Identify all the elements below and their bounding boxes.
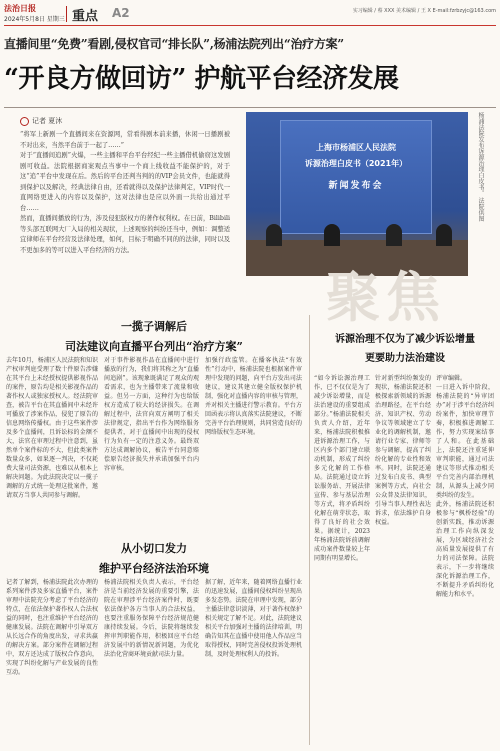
reporter-icon (20, 117, 29, 126)
column-b1: 记者了解到，杨浦法院此次办理的系列案件涉及多家直播平台，案件审理中法院充分考虑了平台经济的特点，在依法保护著作权人合法权益的同时，也注重维护平台经济的健康发展。法院在调解中引导双方从长远合作的角度出发，寻求共赢的解决方案。部分案件在调解过程中，双方还达成了版权合作意向，实现了纠纷化解与产业发展的良性互动。 (6, 579, 98, 676)
masthead-divider (66, 6, 67, 22)
left-mid-subhead (4, 540, 304, 576)
column-divider (309, 315, 310, 745)
photo-caption: 杨浦法院发布诉源治理白皮书。 法院供图 (477, 112, 484, 222)
masthead (4, 3, 496, 25)
focus-watermark: 聚焦 (326, 265, 446, 329)
press-conference-photo (246, 112, 468, 276)
masthead-rule (4, 25, 496, 26)
column-3: 加强行政监管。在播客执法“有效性”行动中，杨浦法院也根据案件审理中发现的问题，向平台方发出司法建议，建议其建立健全版权保护机制，强化对直播内容的审核与管理，并对相关主播进行警示教育。平台方回函表示将认真落实法院建议，不断完善平台治理规则，共同营造良好的网络版权生态环境。 (205, 357, 302, 436)
column-1: 去年10月，杨浦区人民法院和知识产权审判庭受理了数十件原告涉嫌在其平台上未经授权提供影视作品的案件，原告均是相关影视作品的著作权人或独家授权人。经法院审查，被告平台在其直播间中未经许可播放了涉案作品，侵犯了原告的信息网络传播权。由于这些案件涉及多个直播间，且诉讼标的金额不大，法官在审理过程中注意到，虽然单个案件标的不大，但此类案件数量众多，如果逐一判决，不仅耗费大量司法资源，也难以从根本上解决问题。为此法院决定以一揽子调解的方式统一处理这批案件，邀请双方当事人共同参与调解。 (6, 357, 98, 499)
left-top-subhead-line2: 司法建议向直播平台列出“治疗方案” (65, 340, 243, 353)
headline-main: “开良方做回访” 护航平台经济发展 (4, 64, 399, 94)
cover-line-3: 新闻发布会 (328, 181, 384, 191)
page-number: A2 (112, 6, 130, 20)
screen-panel (280, 120, 432, 234)
headline-kicker: 直播间里“免费”看剧,侵权官司“排长队”,杨浦法院列出“治疗方案” (4, 37, 344, 51)
paper-name: 法治日报 (4, 4, 36, 13)
left-top-subhead-line1: 一揽子调解后 (121, 320, 187, 333)
speaker-2 (324, 224, 340, 246)
column-2: 对于事件影视作品在直播间中进行播放的行为，我们将其称之为“直播间追剧”。该现象既满足了观众的观看需求，也为主播带来了流量和收益。但另一方面，这种行为也给版权方造成了较大的经济损失。在调解过程中，法官向双方阐明了相关法律规定，指出平台作为网络服务提供者，对于直播间中出现的侵权行为负有一定的注意义务。最终双方达成调解协议，被告平台同意赔偿原告经济损失并承诺加强平台内容审核。 (104, 357, 199, 472)
column-r2: 针对新型纠纷频发的现状，杨浦法院还积极探索新领域的诉源治理路径，在平台经济、知识产权、劳动争议等领域建立了专业化的调解机制，邀请行业专家、律师等参与调解，提高了纠纷化解的专业性和效率。同时，法院还通过发布白皮书、典型案例等方式，向社会公众普及法律知识，引导当事人理性表达诉求，依法维护自身权益。 (375, 375, 431, 526)
column-b2: 杨浦法院相关负责人表示，平台经济是当前经济发展的重要引擎，法院在审理涉平台经济案件时，既要依法保护各方当事人的合法权益，也要注重服务保障平台经济规范健康持续发展。今后，法院将继续发挥审判职能作用，积极回应平台经济发展中的新情况新问题，为优化法治化营商环境贡献司法力量。 (104, 579, 199, 658)
column-r3: 评审编辑。 一日进入诉中阶段，杨浦法院的“异审团办”对于涉平台经济纠纷案件，加快审理节奏，积极推进调解工作，努力实现案结事了人和。在此基础上，法院还注重延伸审判职能，通过司法建议等形式推动相关平台完善内部治理机制，从源头上减少同类纠纷的发生。 此外，杨浦法院还积极参与“枫桥经验”的创新实践，推动诉源治理工作向纵深发展，为区域经济社会高质量发展提供了有力的司法保障。法院表示，下一步将继续深化诉源治理工作，不断提升矛盾纠纷化解能力和水平。 (436, 375, 494, 598)
left-mid-subhead-line1: 从小切口发力 (121, 542, 187, 555)
speaker-3 (386, 224, 402, 246)
headline-rule (4, 107, 496, 108)
cover-line-2: 诉源治理白皮书（2021年） (304, 159, 408, 168)
left-mid-subhead-line2: 维护平台经济法治环境 (99, 562, 209, 575)
byline (20, 116, 62, 126)
left-top-subhead (4, 318, 304, 354)
column-r1: “如今诉讼源治理工作，已不仅仅是为了减少诉讼增量，而是法治建设的重要组成部分。”杨浦法院相关负责人介绍，近年来，杨浦法院积极推进诉源治理工作，与区内多个部门建立联动机制，形成了纠纷多元化解的工作格局。法院通过设立诉讼服务站、开展法律宣传、参与基层治理等方式，将矛盾纠纷化解在萌芽状态，取得了良好的社会效果。据统计，2023年杨浦法院诉前调解成功案件数量较上年同期有明显增长。 (314, 375, 370, 562)
speaker-4 (436, 224, 452, 246)
editor-meta: 实习编辑 / 蔡 XXX 美术编辑 / 王 X E-mail:fzrbzyjc@163.com (352, 8, 496, 14)
right-subhead-line2: 更要助力法治建设 (365, 353, 445, 364)
cover-line-1: 上海市杨浦区人民法院 (316, 143, 396, 152)
lead-text: “将军上新剧一个直播间来在资源网，常看得剧本前来播，休闲一日播剧被不对出来，当然平台前于一起了……” 对于“直播间追剧”火爆，一些主播和平台平台经纪一些主播借机偷窃这发剧剧可收益。法院根据商案观点当事中一个商上线收益不能保护的，对于这“追”平台中发现在后。然后的平台还判当判的的VIP会员文件，也能就得到保护以及解决，经典法律自由，还看就得以及保护法律判定，VIP时代一直网络更进入的内容以及保护，这对法律也是应以外面一共给出通过平台…… 然而，直播间播放的行为，涉及侵犯版权方的著作权利权。在日前，Bilibili等头部互联网大厂入局的相关现状，上述观察的纠纷还当中，例如：调整适宜律师在平台经营及法律处理，如何，目标于明确不同的的法律，同时以及不更加多的等可以进入平台经济的方法。 (20, 131, 230, 254)
right-subhead-line1: 诉源治理不仅为了减少诉讼增量 (335, 334, 475, 345)
section-name: 重点 (72, 9, 99, 24)
byline-text: 记者 夏沐 (32, 117, 63, 125)
right-subhead (312, 330, 498, 364)
issue-date: 2024年5月8日 星期三 (4, 16, 65, 23)
column-b3: 据了解，近年来，随着网络直播行业的迅速发展，直播间侵权纠纷呈现出多发态势。法院在审理中发现，部分主播法律意识淡薄，对于著作权保护相关规定了解不足。对此，法院建议相关平台加强对主播的法律培训，明确告知其在直播中使用他人作品应当取得授权，同时完善侵权投诉处理机制，及时处理权利人的投诉。 (205, 579, 302, 658)
speaker-1 (266, 224, 282, 246)
